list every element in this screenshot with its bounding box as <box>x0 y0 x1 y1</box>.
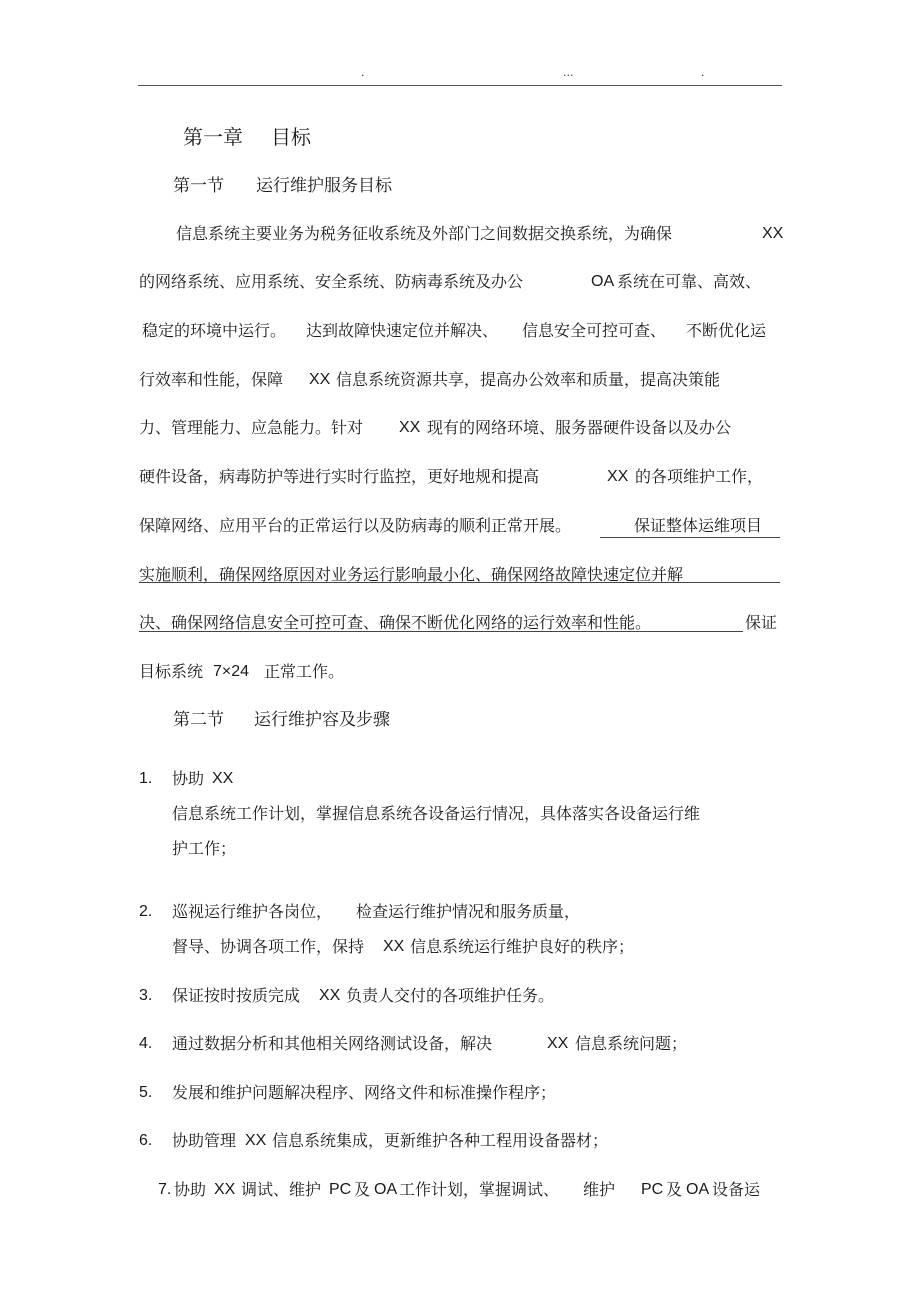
list-item-7-text-e: 及 <box>354 1180 371 1199</box>
list-item-5-number: 5. <box>139 1084 153 1101</box>
para-line-6c: 的各项维护工作， <box>635 467 764 486</box>
para-line-3c: 信息安全可控可查、 <box>522 321 667 340</box>
list-item-2-text-a: 巡视运行维护各岗位， <box>172 902 333 921</box>
para-line-10a: 目标系统 <box>139 662 204 681</box>
para-line-7a: 保障网络、应用平台的正常运行以及防病毒的顺利正常开展。 <box>139 516 572 535</box>
list-item-1-text-d: 护工作； <box>172 839 237 858</box>
para-line-6a: 硬件设备，病毒防护等进行实时行监控，更好地规和提高 <box>139 467 540 486</box>
list-item-1-text-a: 协助 <box>172 769 205 788</box>
list-item-7-text-k: OA <box>686 1181 710 1198</box>
list-item-3-text-b: XX <box>319 987 341 1004</box>
list-item-4-number: 4. <box>139 1035 153 1052</box>
section1-number: 第一节 <box>173 176 224 196</box>
para-line-4a: 行效率和性能，保障 <box>139 370 284 389</box>
header-mark-right: . <box>701 66 705 79</box>
para-line-10b: 7×24 <box>213 663 250 680</box>
para-line-4b: XX <box>309 371 331 388</box>
list-item-3-text-c: 负责人交付的各项维护任务。 <box>346 986 555 1005</box>
list-item-2-text-d: XX <box>383 938 405 955</box>
list-item-2-text-b: 检查运行维护情况和服务质量， <box>356 902 581 921</box>
header-mark-left: . <box>361 66 365 79</box>
chapter-number: 第一章 <box>183 125 243 149</box>
para-line-5a: 力、管理能力、应急能力。针对 <box>139 418 364 437</box>
header-rule <box>138 85 782 86</box>
list-item-7-text-d: PC <box>329 1181 352 1198</box>
list-item-4-text-b: XX <box>547 1035 569 1052</box>
para-line-3d: 不断优化运 <box>686 321 767 340</box>
para-line-7b: 保证整体运维项目 <box>634 516 763 535</box>
list-item-6-number: 6. <box>139 1132 153 1149</box>
para-line-1b: XX <box>762 225 784 242</box>
list-item-3-number: 3. <box>139 987 153 1004</box>
underline-2 <box>139 582 780 583</box>
list-item-5-text-a: 发展和维护问题解决程序、网络文件和标准操作程序； <box>172 1083 557 1102</box>
para-line-9b: 保证 <box>745 613 778 632</box>
para-line-1a: 信息系统主要业务为税务征收系统及外部门之间数据交换系统，为确保 <box>176 224 673 243</box>
para-line-6b: XX <box>607 468 629 485</box>
list-item-1-text-c: 信息系统工作计划，掌握信息系统各设备运行情况，具体落实各设备运行维 <box>172 804 701 823</box>
header-mark-middle: ... <box>563 66 574 79</box>
para-line-2c: 系统在可靠、高效、 <box>617 272 762 291</box>
underline-3 <box>139 631 743 632</box>
list-item-7-text-j: 及 <box>666 1180 683 1199</box>
para-line-3b: 达到故障快速定位并解决、 <box>306 321 499 340</box>
list-item-7-text-f: OA <box>374 1181 398 1198</box>
para-line-2a: 的网络系统、应用系统、安全系统、防病毒系统及办公 <box>139 272 524 291</box>
list-item-2-number: 2. <box>139 903 153 920</box>
list-item-7-text-a: 协助 <box>174 1180 207 1199</box>
list-item-7-text-g: 工作计划，掌握调试、 <box>399 1180 560 1199</box>
list-item-6-text-a: 协助管理 <box>172 1131 237 1150</box>
para-line-4c: 信息系统资源共享，提高办公效率和质量，提高决策能 <box>336 370 721 389</box>
list-item-2-text-e: 信息系统运行维护良好的秩序； <box>410 937 635 956</box>
list-item-7-text-l: 设备运 <box>712 1180 761 1199</box>
list-item-7-text-c: 调试、维护 <box>241 1180 322 1199</box>
list-item-6-text-b: XX <box>245 1132 267 1149</box>
list-item-1-number: 1. <box>139 770 153 787</box>
list-item-7-text-i: PC <box>641 1181 664 1198</box>
list-item-6-text-c: 信息系统集成，更新维护各种工程用设备器材； <box>272 1131 609 1150</box>
para-line-5c: 现有的网络环境、服务器硬件设备以及办公 <box>427 418 732 437</box>
para-line-3a: 稳定的环境中运行。 <box>142 321 287 340</box>
list-item-2-text-c: 督导、协调各项工作，保持 <box>172 937 365 956</box>
list-item-3-text-a: 保证按时按质完成 <box>172 986 301 1005</box>
para-line-10c: 正常工作。 <box>264 662 345 681</box>
underline-1 <box>600 537 780 538</box>
list-item-4-text-c: 信息系统问题； <box>575 1034 688 1053</box>
section2-number: 第二节 <box>173 710 224 730</box>
chapter-title: 目标 <box>271 125 311 149</box>
list-item-7-text-b: XX <box>214 1181 236 1198</box>
section2-title: 运行维护容及步骤 <box>254 710 390 730</box>
para-line-2b: OA <box>591 273 615 290</box>
para-line-5b: XX <box>399 419 421 436</box>
list-item-7-number: 7. <box>158 1181 172 1198</box>
list-item-4-text-a: 通过数据分析和其他相关网络测试设备，解决 <box>172 1034 493 1053</box>
list-item-7-text-h: 维护 <box>583 1180 616 1199</box>
list-item-1-text-b: XX <box>212 770 234 787</box>
para-line-9a: 决、确保网络信息安全可控可查、确保不断优化网络的运行效率和性能。 <box>139 613 652 632</box>
para-line-8: 实施顺利，确保网络原因对业务运行影响最小化、确保网络故障快速定位并解 <box>139 565 684 584</box>
section1-title: 运行维护服务目标 <box>256 176 392 196</box>
